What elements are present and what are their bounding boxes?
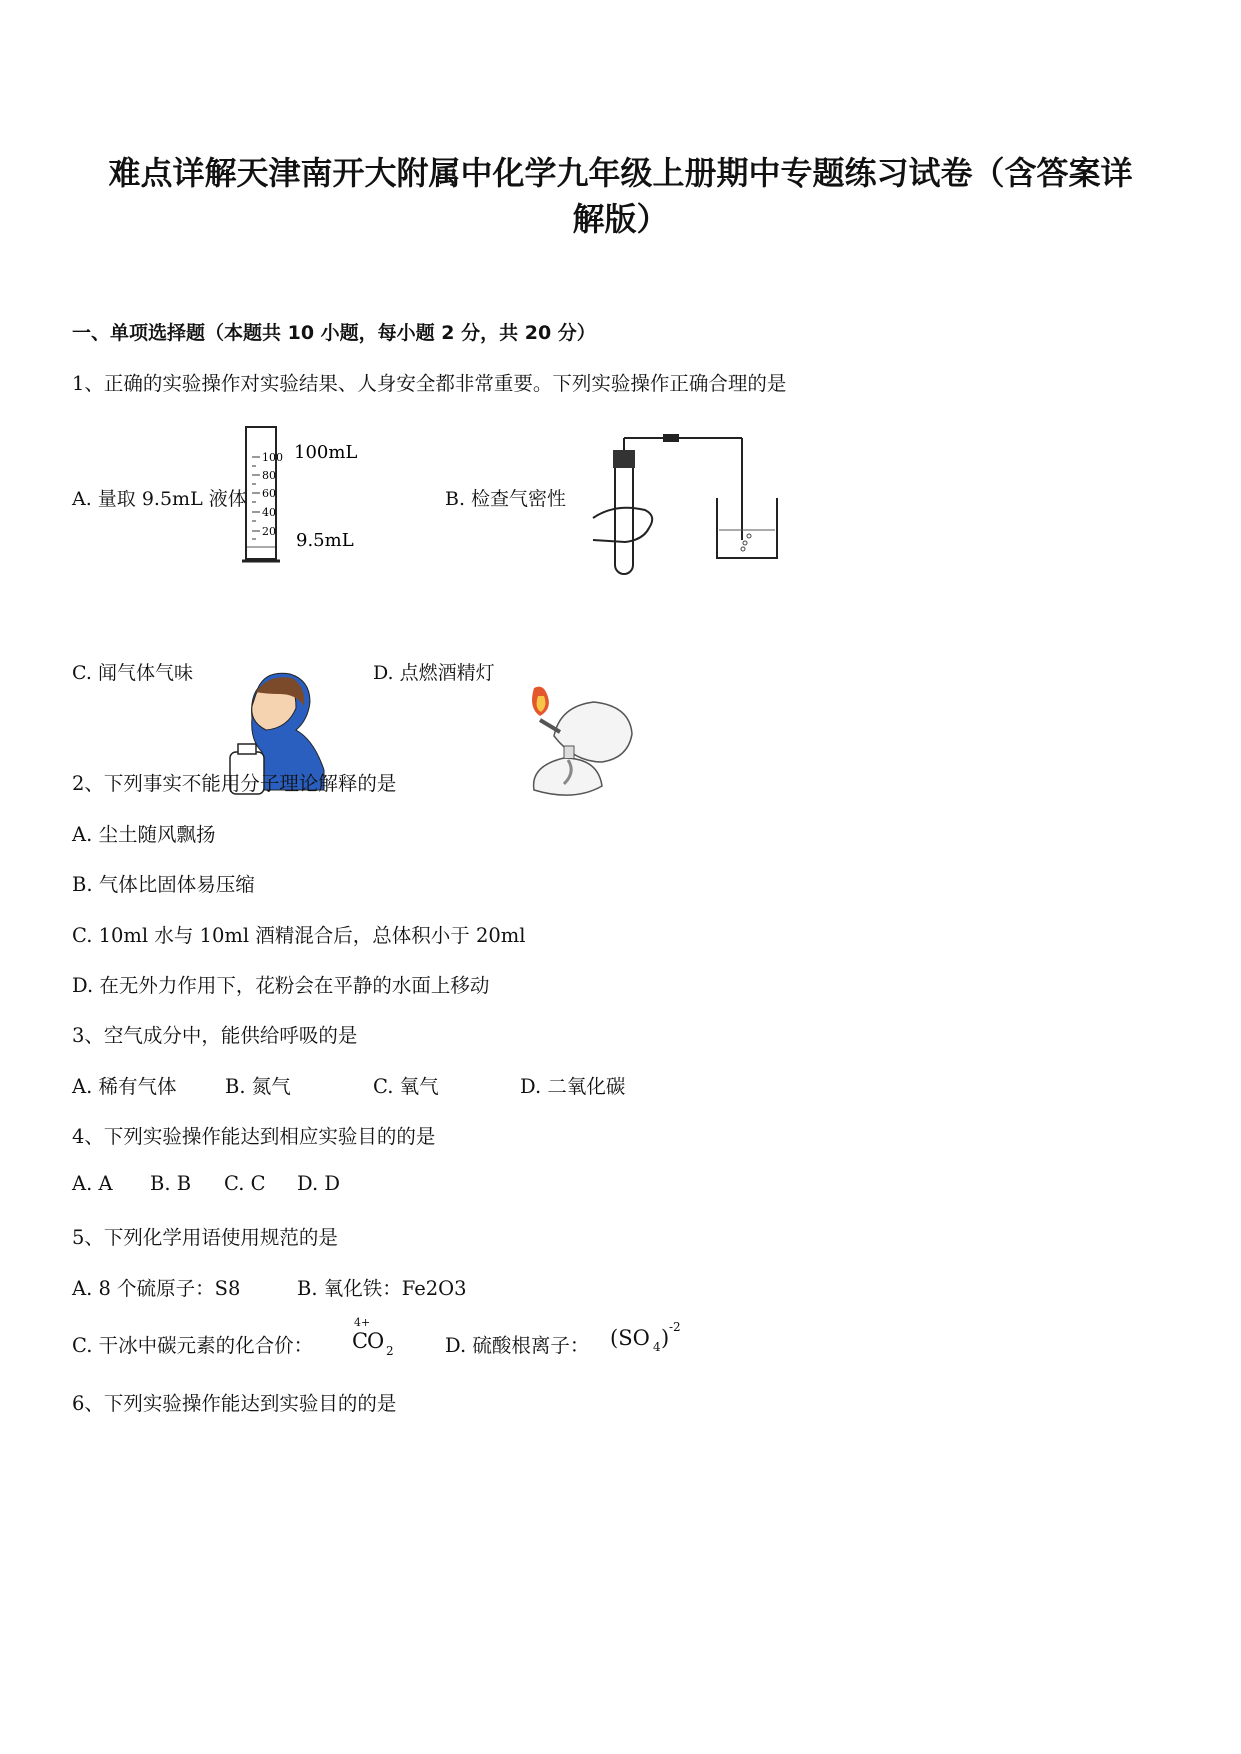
q1-option-d: D. 点燃酒精灯	[373, 662, 495, 684]
alcohol-lamp-image	[514, 680, 644, 806]
q3-option-a: A. 稀有气体	[72, 1075, 177, 1098]
q1-option-a: A. 量取 9.5mL 液体	[72, 488, 247, 510]
tick-20: 20	[262, 525, 276, 538]
valence-charge: 4+	[354, 1316, 371, 1329]
cylinder-top-label: 100mL	[294, 442, 358, 463]
q2-option-b: B. 气体比固体易压缩	[72, 873, 255, 896]
cylinder-bottom-label: 9.5mL	[296, 530, 354, 551]
q2-option-a: A. 尘土随风飘扬	[72, 823, 216, 846]
q3-option-b: B. 氮气	[225, 1075, 291, 1098]
question-5-stem: 5、下列化学用语使用规范的是	[72, 1226, 338, 1249]
tick-100: 100	[262, 451, 283, 464]
title-line-2: 解版）	[572, 200, 669, 238]
q4-option-c: C. C	[224, 1172, 266, 1195]
question-6-stem: 6、下列实验操作能达到实验目的的是	[72, 1392, 397, 1415]
question-3-stem: 3、空气成分中，能供给呼吸的是	[72, 1024, 358, 1047]
formula-carbon: C	[352, 1329, 369, 1353]
q1-option-c: C. 闻气体气味	[72, 662, 193, 684]
sulfate-sub-4: 4	[653, 1340, 661, 1354]
tick-40: 40	[262, 506, 276, 519]
q2-option-c: C. 10ml 水与 10ml 酒精混合后，总体积小于 20ml	[72, 924, 526, 947]
question-4-stem: 4、下列实验操作能达到相应实验目的的是	[72, 1125, 436, 1148]
q5-option-c-label: C. 干冰中碳元素的化合价：	[72, 1334, 314, 1357]
question-1-stem: 1、正确的实验操作对实验结果、人身安全都非常重要。下列实验操作正确合理的是	[72, 372, 787, 395]
section-heading: 一、单项选择题（本题共 10 小题，每小题 2 分，共 20 分）	[72, 322, 596, 344]
sulfate-ion-formula	[610, 1318, 690, 1358]
title-line-1: 难点详解天津南开大附属中化学九年级上册期中专题练习试卷（含答案详	[108, 154, 1133, 192]
q3-option-d: D. 二氧化碳	[520, 1075, 626, 1098]
tick-80: 80	[262, 469, 276, 482]
formula-oxygen: O	[367, 1329, 385, 1353]
formula-sub-2: 2	[386, 1344, 394, 1358]
q5-option-d-label: D. 硫酸根离子：	[445, 1334, 590, 1357]
graduated-cylinder-image	[238, 425, 358, 567]
q4-option-b: B. B	[150, 1172, 192, 1195]
q3-option-c: C. 氧气	[373, 1075, 439, 1098]
tick-60: 60	[262, 487, 276, 500]
q2-option-d: D. 在无外力作用下，花粉会在平静的水面上移动	[72, 974, 490, 997]
airtightness-check-image	[585, 428, 785, 624]
q5-option-b: B. 氧化铁：Fe2O3	[297, 1277, 467, 1300]
question-2-stem: 2、下列事实不能用分子理论解释的是	[72, 772, 397, 795]
q4-option-d: D. D	[297, 1172, 340, 1195]
sulfate-sup: -2	[669, 1320, 681, 1334]
page-title	[60, 150, 1181, 242]
sulfate-open: (SO	[610, 1326, 650, 1350]
sulfate-close: )	[661, 1326, 670, 1350]
q5-option-a: A. 8 个硫原子：S8	[72, 1277, 241, 1300]
co2-valence-formula	[352, 1316, 412, 1360]
q4-option-a: A. A	[72, 1172, 113, 1195]
q1-option-b: B. 检查气密性	[445, 488, 567, 510]
